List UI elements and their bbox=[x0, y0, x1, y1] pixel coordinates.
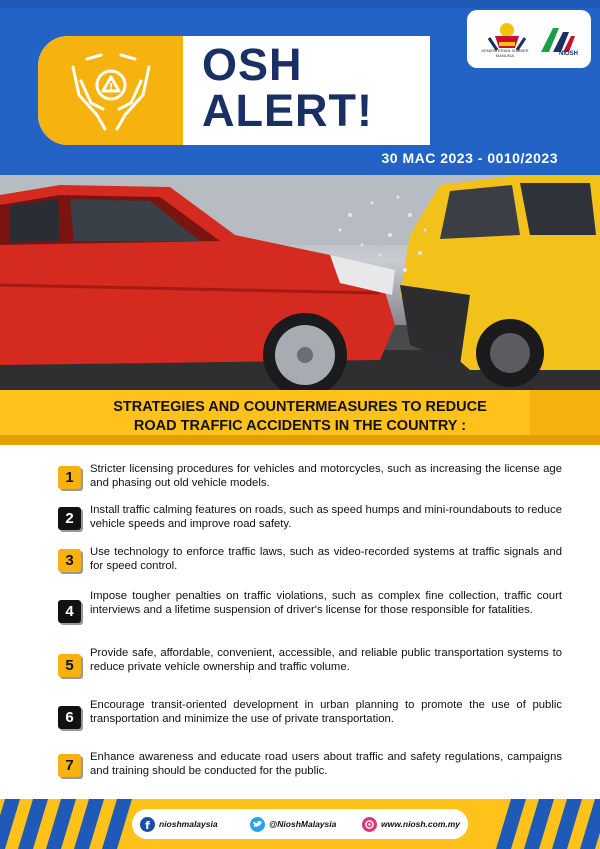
item-text: Encourage transit-oriented development in urban planning to promote the use of public transportation and minimize the use of private transportation. bbox=[90, 699, 562, 725]
twitter-handle: @NioshMalaysia bbox=[269, 819, 337, 829]
header bbox=[0, 0, 600, 175]
item-text: Provide safe, affordable, convenient, accessible, and reliable public transportation systems to reduce private vehicle ownership and traffic volume. bbox=[90, 647, 562, 673]
title-line-2: ALERT! bbox=[202, 85, 373, 136]
heading-line-2: ROAD TRAFFIC ACCIDENTS IN THE COUNTRY : bbox=[133, 418, 467, 434]
section-heading-band bbox=[0, 390, 600, 445]
heading-band-shadow bbox=[0, 435, 600, 445]
title-line-1: OSH bbox=[202, 39, 303, 90]
item-number-badge: 6 bbox=[58, 706, 81, 729]
item-text: Impose tougher penalties on traffic violations, such as complex fine collection, traffic court interviews and a lifetime suspension of driver's license for those responsible for fatalities. bbox=[90, 590, 562, 616]
item-text: Use technology to enforce traffic laws, such as video-recorded systems at traffic signals and for speed control. bbox=[90, 546, 562, 572]
web-icon bbox=[362, 817, 377, 832]
item-text: Install traffic calming features on roads, such as speed humps and mini-roundabouts to reduce vehicle speeds and improve road safety. bbox=[90, 504, 563, 530]
page-title bbox=[202, 39, 422, 136]
heading-line-1: STRATEGIES AND COUNTERMEASURES TO REDUCE bbox=[113, 399, 487, 415]
logo-card bbox=[467, 10, 591, 68]
item-number-badge: 3 bbox=[58, 549, 81, 572]
item-text: Stricter licensing procedures for vehicles and motorcycles, such as increasing the license age and phasing out old vehicle models. bbox=[90, 463, 562, 489]
section-heading bbox=[0, 398, 600, 436]
item-text: Enhance awareness and educate road users about traffic and safety regulations, campaigns and training should be conducted for the public. bbox=[90, 751, 562, 777]
car-crash-illustration bbox=[0, 175, 600, 390]
item-number-badge: 7 bbox=[58, 754, 81, 777]
facebook-link[interactable] bbox=[140, 816, 218, 832]
title-icon-box bbox=[38, 36, 183, 145]
website-url: www.niosh.com.my bbox=[381, 819, 461, 829]
facebook-handle: nioshmalaysia bbox=[159, 819, 218, 829]
hands-warning-icon bbox=[61, 47, 161, 135]
twitter-link[interactable] bbox=[250, 816, 336, 832]
svg-text:f: f bbox=[145, 818, 150, 832]
item-number-badge: 2 bbox=[58, 507, 81, 530]
facebook-icon bbox=[140, 817, 155, 832]
item-number-badge: 5 bbox=[58, 654, 81, 677]
date-reference: 30 MAC 2023 - 0010/2023 bbox=[381, 150, 558, 166]
header-stripe bbox=[0, 0, 600, 8]
footer bbox=[0, 799, 600, 849]
title-card bbox=[38, 36, 430, 145]
niosh-logo-text: NIOSH bbox=[559, 51, 579, 57]
website-link[interactable] bbox=[362, 816, 460, 832]
item-number-badge: 1 bbox=[58, 466, 81, 489]
svg-text:!: ! bbox=[108, 81, 113, 93]
ministry-logo-text: KEMENTERIAN SUMBER MANUSIA bbox=[481, 48, 529, 58]
item-number-badge: 4 bbox=[58, 600, 81, 623]
car-crash-photo bbox=[0, 175, 600, 390]
twitter-icon bbox=[250, 817, 265, 832]
